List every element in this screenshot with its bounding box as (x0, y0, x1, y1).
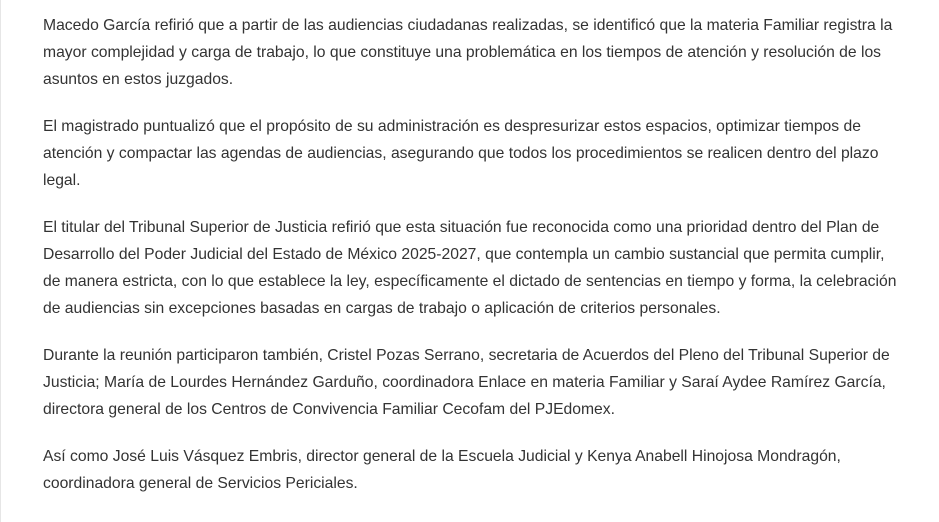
paragraph-2: El magistrado puntualizó que el propósito de su administración es despresurizar estos espacios, optimizar tiempos de atención y compactar las agendas de audiencias, asegurando que todos los procedimientos se realicen dentro del plazo legal. (43, 118, 879, 189)
paragraph-1: Macedo García refirió que a partir de las audiencias ciudadanas realizadas, se identificó que la materia Familiar registra la mayor complejidad y carga de trabajo, lo que constituye una problemática en los tiempos de atención y resolución de los asuntos en estos juzgados. (43, 17, 893, 88)
paragraph-5: Así como José Luis Vásquez Embris, director general de la Escuela Judicial y Kenya Anabell Hinojosa Mondragón, coordinadora general de Servicios Periciales. (43, 448, 841, 492)
paragraph-4: Durante la reunión participaron también, Cristel Pozas Serrano, secretaria de Acuerdos del Pleno del Tribunal Superior de Justicia; María de Lourdes Hernández Garduño, coordinadora Enlace en materia Familiar y Saraí Aydee Ramírez García, directora general de los Centros de Convivencia Familiar Cecofam del PJEdomex. (43, 347, 890, 418)
paragraph-3: El titular del Tribunal Superior de Justicia refirió que esta situación fue reconocida como una prioridad dentro del Plan de Desarrollo del Poder Judicial del Estado de México 2025-2027, que contempla un cambio sustancial que permita cumplir, de manera estricta, con lo que establece la ley, específicamente el dictado de sentencias en tiempo y forma, la celebración de audiencias sin excepciones basadas en cargas de trabajo o aplicación de criterios personales. (43, 219, 897, 317)
